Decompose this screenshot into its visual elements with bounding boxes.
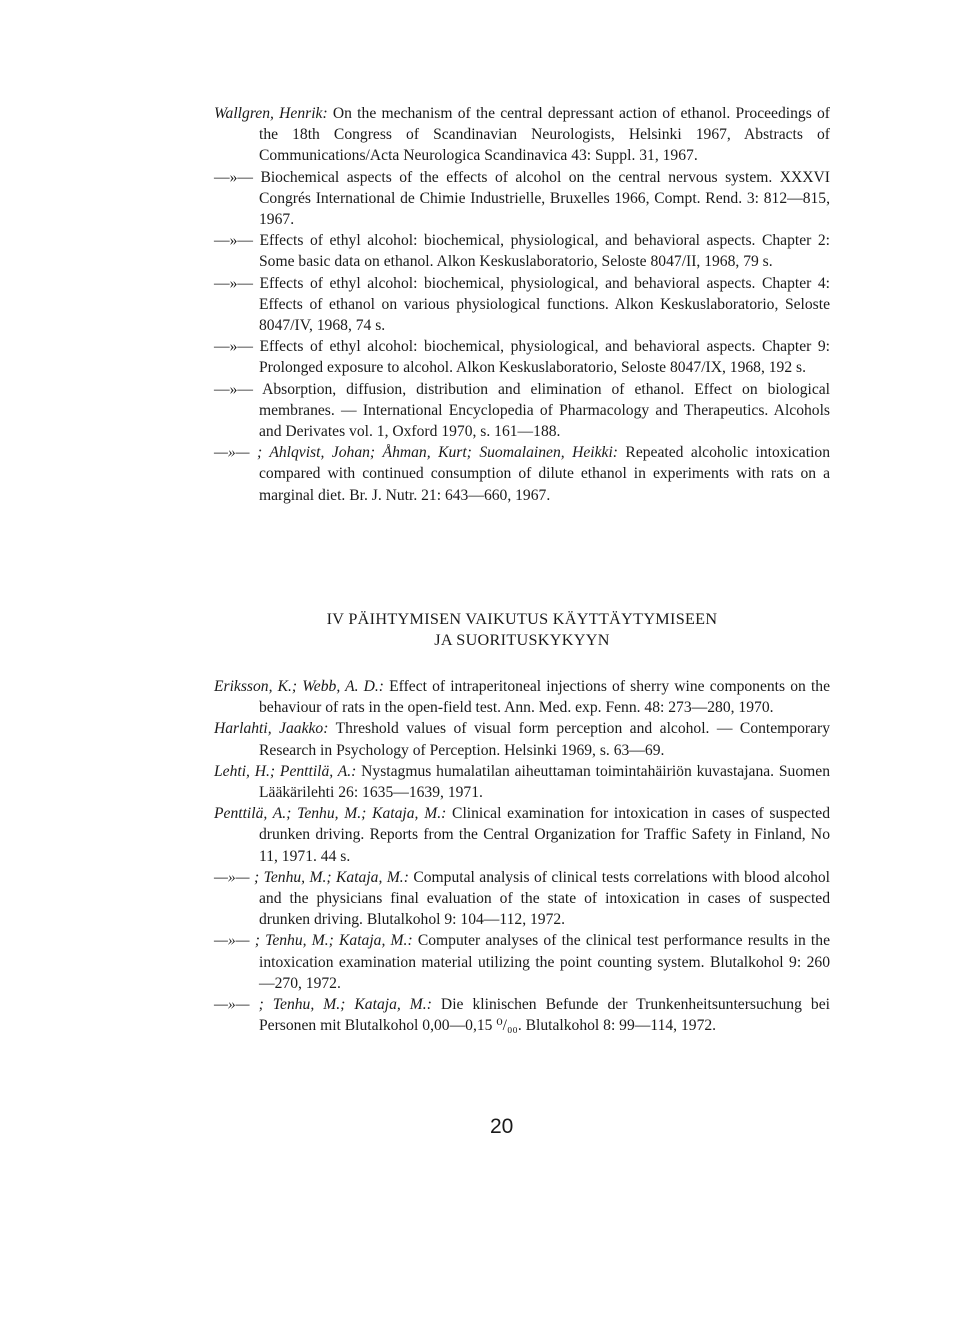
reference-text: Clinical examination for intoxication in cases of suspected drunken driving. Reports from the Central Organization for Traffic Safety in Finland, No 11, 1971. 44 s.	[259, 805, 830, 865]
reference-author: —»— ; Tenhu, M.; Kataja, M.:	[214, 868, 409, 886]
reference-author: —»— ; Tenhu, M.; Kataja, M.:	[214, 932, 413, 950]
reference-author: Eriksson, K.; Webb, A. D.:	[214, 678, 384, 695]
reference-author: —»—	[214, 338, 253, 356]
section-heading	[214, 609, 830, 651]
reference-entry	[214, 230, 830, 272]
reference-entry	[214, 442, 830, 506]
reference-entry	[214, 867, 830, 931]
reference-text: Effects of ethyl alcohol: biochemical, physiological, and behavioral aspects. Chapter 4: Effects of ethanol on various physiological functions. Alkon Keskuslaboratorio, Seloste 8047/IV, 1968, 74 s.	[252, 274, 830, 335]
reference-text: On the mechanism of the central depressant action of ethanol. Proceedings of the 18th Congress of Scandinavian Neurologists, Helsinki 1967, Abstracts of Communications/Acta Neurologica Scandinavica 43: Suppl. 31, 1967.	[259, 105, 830, 165]
section-heading-line1: IV PÄIHTYMISEN VAIKUTUS KÄYTTÄYTYMISEEN	[326, 610, 718, 628]
reference-text: Repeated alcoholic intoxication compared with continued consumption of dilute ethanol in experiments with rats on a marginal diet. Br. J. Nutr. 21: 643—660, 1967.	[259, 444, 830, 504]
reference-author: —»—	[214, 232, 253, 250]
reference-author: Penttilä, A.; Tenhu, M.; Kataja, M.:	[214, 805, 447, 823]
reference-author: —»—	[214, 168, 253, 186]
reference-text: Nystagmus humalatilan aiheuttaman toimintahäiriön kuvastajana. Suomen Lääkärilehti 26: 1635—1639, 1971.	[259, 762, 830, 802]
page-number: 20	[490, 1115, 514, 1138]
reference-author: Wallgren, Henrik:	[214, 105, 328, 122]
reference-text: Absorption, diffusion, distribution and elimination of ethanol. Effect on biological membranes. — International Encyclopedia of Pharmacology and Therapeutics. Alcohols and Derivates vol. 1, Oxford 1970, s. 161—188.	[252, 380, 830, 441]
reference-text: Threshold values of visual form perception and alcohol. — Contemporary Research in Psychology of Perception. Helsinki 1969, s. 63—69.	[259, 720, 830, 759]
reference-text: Effect of intraperitoneal injections of sherry wine components on the behaviour of rats in the open-field test. Ann. Med. exp. Fenn. 48: 273—280, 1970.	[259, 678, 831, 717]
reference-text: Computer analyses of the clinical test performance results in the intoxication examination material utilizing the point counting system. Blutalkohol 9: 260—270, 1972.	[259, 932, 830, 992]
reference-author: —»—	[214, 274, 253, 292]
reference-author: —»—	[214, 380, 253, 398]
reference-list-top	[214, 103, 830, 506]
reference-author: Lehti, H.; Penttilä, A.:	[214, 762, 357, 780]
reference-entry	[214, 167, 830, 231]
reference-entry	[214, 803, 830, 867]
reference-entry	[214, 379, 830, 443]
reference-entry	[214, 761, 830, 803]
reference-entry	[214, 718, 830, 760]
reference-entry	[214, 676, 830, 718]
reference-text: Biochemical aspects of the effects of alcohol on the central nervous system. XXXVI Congrés International de Chimie Industrielle, Bruxelles 1966, Compt. Rend. 3: 812—815, 1967.	[252, 168, 830, 229]
reference-entry	[214, 273, 830, 337]
reference-text: Die klinischen Befunde der Trunkenheitsuntersuchung bei Personen mit Blutalkohol 0,00—0,15 ⁰/₀₀. Blutalkohol 8: 99—114, 1972.	[259, 996, 830, 1035]
reference-author: —»— ; Ahlqvist, Johan; Åhman, Kurt; Suomalainen, Heikki:	[214, 444, 618, 462]
reference-entry	[214, 930, 830, 994]
reference-author: Harlahti, Jaakko:	[214, 720, 329, 738]
reference-text: Effects of ethyl alcohol: biochemical, physiological, and behavioral aspects. Chapter 9: Prolonged exposure to alcohol. Alkon Keskuslaboratorio, Seloste 8047/IX, 1968, 192 s.	[252, 338, 830, 377]
reference-text: Effects of ethyl alcohol: biochemical, physiological, and behavioral aspects. Chapter 2: Some basic data on ethanol. Alkon Keskuslaboratorio, Seloste 8047/II, 1968, 79 s.	[252, 232, 830, 271]
reference-author: —»— ; Tenhu, M.; Kataja, M.:	[214, 996, 432, 1014]
reference-list-bottom	[214, 676, 830, 1036]
reference-entry	[214, 336, 830, 378]
section-heading-line2: JA SUORITUSKYKYYN	[434, 631, 610, 649]
reference-entry	[214, 994, 830, 1036]
reference-text: Computal analysis of clinical tests correlations with blood alcohol and the physicians final evaluation of the state of intoxication in cases of suspected drunken driving. Blutalkohol 9: 104—112, 1972.	[259, 868, 830, 929]
reference-entry	[214, 103, 830, 167]
